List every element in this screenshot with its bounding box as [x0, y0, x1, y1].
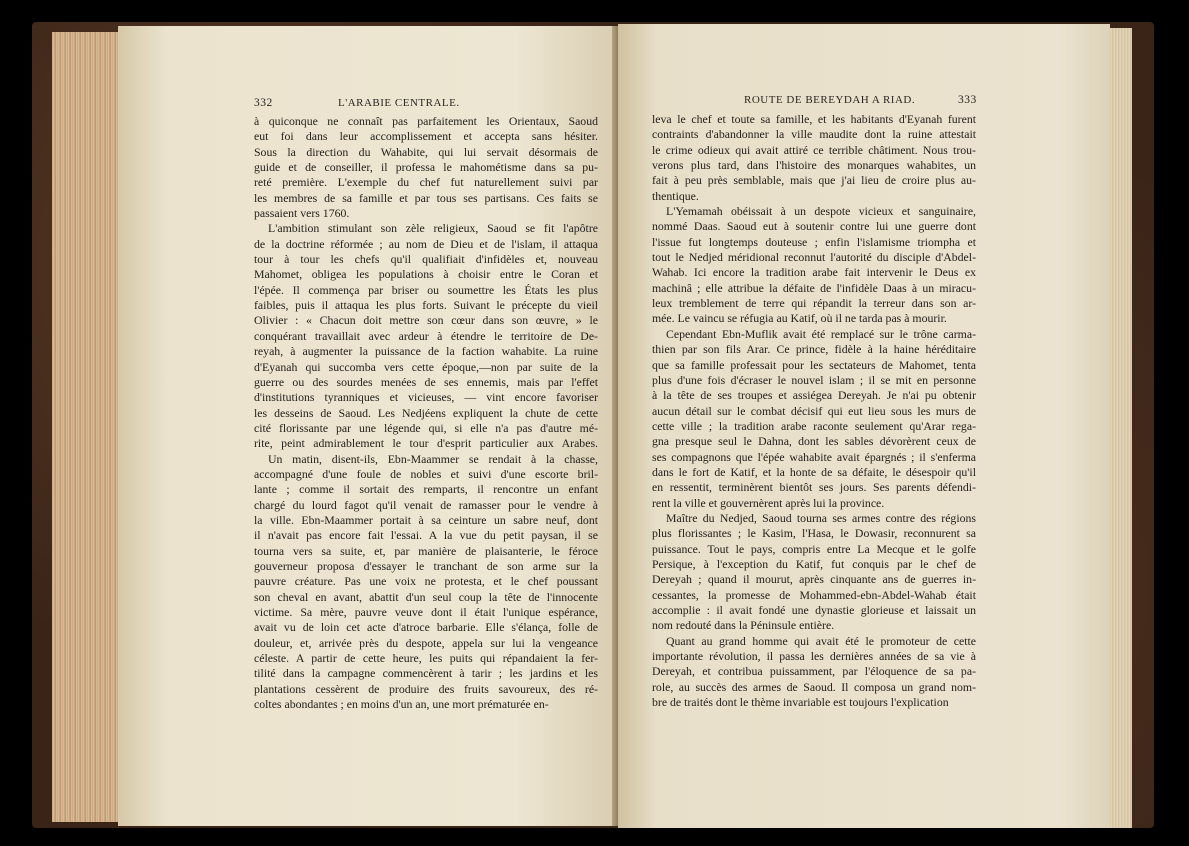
right-text-line: Dereyah, et contribua puissamment, par l'éloquence de sa pa-: [652, 664, 976, 679]
left-text-line: tour à tour les chefs qu'il qualifiait d'infidèles et, nouveau: [254, 252, 598, 267]
left-text-line: reyah, à augmenter la puissance de la faction wahabite. La ruine: [254, 344, 598, 359]
right-text-line: rent la ville et gouvernèrent après lui la province.: [652, 495, 885, 510]
left-text-line: coltes abondantes ; en moins d'un an, une mort prématurée en-: [254, 697, 549, 712]
right-text-line: mée. Le vaincu se réfugia au Katif, où il ne tarda pas à mourir.: [652, 311, 947, 326]
right-text-line: gna presque seul le Dahna, dont les sables dévorèrent ceux de: [652, 434, 976, 449]
left-text-line: cité florissante par une légende qui, si elle n'a pas d'autre mé-: [254, 420, 598, 435]
right-body-text: [652, 112, 976, 710]
right-text-line: Quant au grand homme qui avait été le promoteur de cette: [666, 633, 976, 648]
right-text-line: fait à peu près semblable, mais que j'ai lieu de croire plus au-: [652, 173, 976, 188]
left-text-line: eut foi dans leur accomplissement et accepta sans hésiter.: [254, 129, 598, 144]
left-text-line: céleste. A partir de cette heure, les puits qui répandaient la fer-: [254, 651, 598, 666]
right-text-line: thien par son fils Arar. Ce prince, fidèle à la haine héréditaire: [652, 342, 976, 357]
left-text-line: Olivier : « Chacun doit mettre son cœur dans son œuvre, » le: [254, 313, 598, 328]
left-text-line: gouverneur proposa d'essayer le tranchant de son arme sur la: [254, 558, 598, 573]
left-text-line: rite, peint admirablement le tour d'esprit particulier aux Arabes.: [254, 436, 598, 451]
right-text-line: à la tête de ses troupes et assiégea Dereyah. Je n'ai pu obtenir: [652, 388, 976, 403]
right-text-line: bre de traités dont le thème invariable est toujours l'explication: [652, 695, 949, 710]
right-page-number: 333: [958, 94, 977, 106]
left-text-line: tilité dans la campagne commencèrent à tarir ; les jardins et les: [254, 666, 598, 681]
right-text-line: puissance. Tout le pays, compris entre La Mecque et le golfe: [652, 541, 976, 556]
right-text-line: cette ville ; la tradition arabe raconte seulement qu'Arar rega-: [652, 418, 976, 433]
left-text-line: de la doctrine réformée ; au nom de Dieu et de l'islam, il attaqua: [254, 236, 598, 251]
right-text-line: ses compagnons que l'épée wahabite avait épargnés ; il s'enferma: [652, 449, 976, 464]
left-text-line: Sous la direction du Wahabite, qui lui servait désormais de: [254, 144, 598, 159]
right-text-line: plus d'une fois d'écraser le nouvel islam ; il se mit en personne: [652, 372, 976, 387]
right-text-line: que sa famille professait pour les sectateurs de Mahomet, tenta: [652, 357, 976, 372]
right-text-line: contraints d'abandonner la ville maudite dont la ruine attestait: [652, 127, 976, 142]
left-text-line: l'épée. Il commença par briser ou soumettre les États les plus: [254, 282, 598, 297]
right-text-line: L'Yemamah obéissait à un despote vicieux et sanguinaire,: [666, 204, 976, 219]
left-page-number: 332: [254, 97, 273, 109]
left-text-line: douleur, et, arrivée près du despote, appela sur lui la vengeance: [254, 635, 598, 650]
right-text-line: nom redouté dans la Péninsule entière.: [652, 618, 835, 633]
left-text-line: passaient vers 1760.: [254, 206, 350, 221]
left-text-line: son cheval en avant, abattit d'un seul coup la tête de l'innocente: [254, 589, 598, 604]
left-text-line: avait vu de loin cet acte d'atroce barbarie. Elle s'élança, folle de: [254, 620, 598, 635]
left-text-line: d'Eyanah qui succomba vers cette époque,—non par suite de la: [254, 359, 598, 374]
left-text-line: Un matin, disent-ils, Ebn-Maammer se rendait à la chasse,: [268, 451, 598, 466]
left-text-line: il n'avait pas encore fait l'essai. A la vue du petit paysan, il se: [254, 528, 598, 543]
left-text-line: lante ; comme il sortait des remparts, il rencontre un enfant: [254, 482, 598, 497]
right-text-line: tout le Nedjed méridional reconnut l'autorité du disciple d'Abdel-: [652, 250, 976, 265]
left-page: [118, 26, 616, 826]
right-text-line: leva le chef et toute sa famille, et les habitants d'Eyanah furent: [652, 112, 976, 126]
left-text-line: conquérant travaillait avec ardeur à étendre le territoire de De-: [254, 328, 598, 343]
right-text-line: Persique, à l'exception du Katif, fut conquis par le chef de: [652, 556, 976, 571]
right-text-line: machinâ ; elle attribue la défaite de l'infidèle Daas à un miracu-: [652, 280, 976, 295]
right-text-line: cessantes, la promesse de Mohammed-ebn-Abdel-Wahab était: [652, 587, 976, 602]
left-text-line: chargé du lourd fagot qu'il venait de ramasser pour le vendre à: [254, 497, 598, 512]
left-text-line: L'ambition stimulant son zèle religieux, Saoud se fit l'apôtre: [268, 221, 598, 236]
left-running-head: L'ARABIE CENTRALE.: [338, 97, 460, 109]
left-text-line: pauvre créature. Pas une voix ne protesta, et le chef poussant: [254, 574, 598, 589]
right-text-line: importante révolution, il passa les dernières années de sa vie à: [652, 649, 976, 664]
left-text-line: la ville. Ebn-Maammer portait à sa ceinture un sabre neuf, dont: [254, 512, 598, 527]
left-text-line: accompagné d'une foule de nobles et suivi d'une escorte bril-: [254, 466, 598, 481]
right-text-line: nommé Daas. Saoud eut à soutenir contre lui une guerre dont: [652, 219, 976, 234]
right-text-line: leux tremblement de terre qui répandit la terreur dans son ar-: [652, 296, 976, 311]
right-text-line: Maître du Nedjed, Saoud tourna ses armes contre des régions: [666, 510, 976, 525]
right-text-line: aucun détail sur le combat décisif qui eut lieu sous les murs de: [652, 403, 976, 418]
left-text-line: reté première. L'exemple du chef fut naturellement suivi par: [254, 175, 598, 190]
right-text-line: plus florissantes ; le Kasim, l'Hasa, le Dowasir, reconnurent sa: [652, 526, 976, 541]
left-text-line: guerre ou des sourdes menées de ses ennemis, mais par l'effet: [254, 374, 598, 389]
right-text-line: verons plus tard, dans l'histoire des monarques wahabites, un: [652, 158, 976, 173]
right-text-line: Cependant Ebn-Muflik avait été remplacé sur le trône carma-: [666, 326, 976, 341]
left-text-line: d'institutions tyranniques et vicieuses, — vint encore favoriser: [254, 390, 598, 405]
right-text-line: thentique.: [652, 188, 699, 203]
left-body-text: [254, 114, 598, 712]
right-text-line: Wahab. Ici encore la tradition arabe fait intervenir le Deus ex: [652, 265, 976, 280]
right-text-line: accomplie : il avait fondé une dynastie glorieuse et laissait un: [652, 603, 976, 617]
right-text-line: role, au succès des armes de Saoud. Il composa un grand nom-: [652, 679, 976, 694]
right-text-line: en ressentit, terminèrent bientôt ses jours. Ses parents défendi-: [652, 480, 976, 495]
left-text-line: guide et de conseiller, il professa le mahométisme dans sa pu-: [254, 160, 598, 175]
left-text-line: les membres de sa famille et par tous ses partisans. Ces faits se: [254, 190, 598, 205]
left-text-line: plantations cessèrent de produire des fruits savoureux, des ré-: [254, 681, 598, 696]
right-text-line: le crime odieux qui avait attiré ce terrible châtiment. Nous trou-: [652, 142, 976, 157]
right-page: [618, 24, 1110, 828]
left-text-line: Mahomet, obligea les populations à choisir entre le Coran et: [254, 267, 598, 282]
left-text-line: victime. Sa mère, pauvre veuve dont il était l'unique espérance,: [254, 605, 598, 619]
left-text-line: tourna vers sa suite, et, par manière de plaisanterie, le féroce: [254, 543, 598, 558]
right-text-line: dans le fort de Katif, et la honte de sa défaite, le désespoir qu'il: [652, 464, 976, 479]
left-text-line: faibles, puis il attaqua les plus forts. Suivant le précepte du vieil: [254, 298, 598, 313]
left-text-line: les desseins de Saoud. Les Nedjéens expliquent la chute de cette: [254, 405, 598, 420]
right-text-line: Dereyah ; quand il mourut, après cinquante ans de guerres in-: [652, 572, 976, 587]
right-text-line: l'issue fut longtemps douteuse ; enfin l'islamisme triompha et: [652, 234, 976, 249]
right-running-head: ROUTE DE BEREYDAH A RIAD.: [744, 94, 916, 106]
left-text-line: à quiconque ne connaît pas parfaitement les Orientaux, Saoud: [254, 114, 598, 128]
